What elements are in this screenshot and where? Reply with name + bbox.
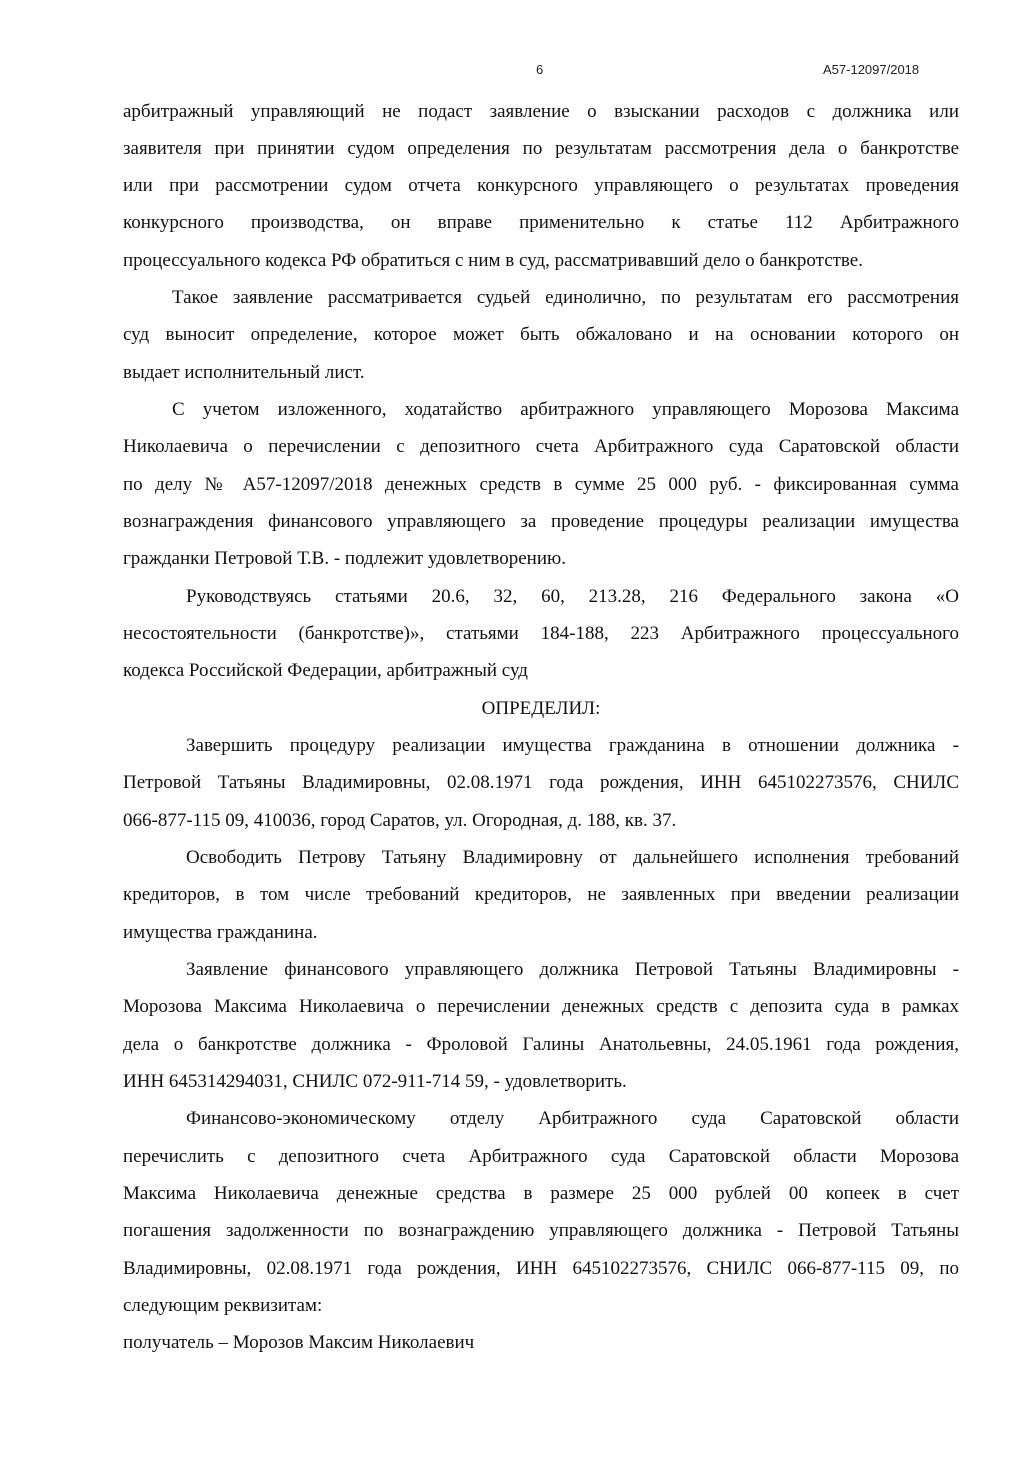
paragraph-line: несостоятельности (банкротстве)», статьями 184-188, 223 Арбитражного процессуального — [123, 623, 959, 644]
paragraph-line: следующим реквизитам: — [123, 1295, 323, 1316]
paragraph-line: Николаевича о перечислении с депозитного счета Арбитражного суда Саратовской области — [123, 436, 959, 457]
paragraph-line: суд выносит определение, которое может быть обжаловано и на основании которого он — [123, 324, 959, 345]
paragraph-line: Петровой Татьяны Владимировны, 02.08.1971 года рождения, ИНН 645102273576, СНИЛС — [123, 772, 959, 793]
paragraph-line: процессуального кодекса РФ обратиться с ним в суд, рассматривавший дело о банкротстве. — [123, 250, 863, 271]
paragraph-line: Заявление финансового управляющего должника Петровой Татьяны Владимировны - — [186, 959, 959, 980]
paragraph-line: конкурсного производства, он вправе применительно к статье 112 Арбитражного — [123, 212, 959, 233]
paragraph-line: Морозова Максима Николаевича о перечислении денежных средств с депозита суда в рамках — [123, 996, 959, 1017]
paragraph-line: кодекса Российской Федерации, арбитражный суд — [123, 660, 528, 681]
paragraph-line: выдает исполнительный лист. — [123, 362, 365, 383]
paragraph-line: 066-877-115 09, 410036, город Саратов, ул. Огородная, д. 188, кв. 37. — [123, 810, 677, 831]
paragraph-line: получатель – Морозов Максим Николаевич — [123, 1332, 475, 1353]
paragraph-line: кредиторов, в том числе требований кредиторов, не заявленных при введении реализации — [123, 884, 959, 905]
paragraph-line: Максима Николаевича денежные средства в размере 25 000 рублей 00 копеек в счет — [123, 1183, 959, 1204]
paragraph-line: Руководствуясь статьями 20.6, 32, 60, 213.28, 216 Федерального закона «О — [186, 586, 959, 607]
paragraph-line: Освободить Петрову Татьяну Владимировну от дальнейшего исполнения требований — [186, 847, 959, 868]
paragraph-line: или при рассмотрении судом отчета конкурсного управляющего о результатах проведения — [123, 175, 959, 196]
paragraph-line: Финансово-экономическому отделу Арбитражного суда Саратовской области — [186, 1108, 959, 1129]
paragraph-line: С учетом изложенного, ходатайство арбитражного управляющего Морозова Максима — [172, 399, 959, 420]
paragraph-line: погашения задолженности по вознаграждению управляющего должника - Петровой Татьяны — [123, 1220, 959, 1241]
paragraph-line: гражданки Петровой Т.В. - подлежит удовлетворению. — [123, 548, 566, 569]
paragraph-line: заявителя при принятии судом определения по результатам рассмотрения дела о банкротстве — [123, 138, 959, 159]
case-number: А57-12097/2018 — [823, 62, 920, 77]
page-number: 6 — [536, 62, 544, 77]
paragraph-line: ИНН 645314294031, СНИЛС 072-911-714 59, - удовлетворить. — [123, 1071, 627, 1092]
ruling-heading: ОПРЕДЕЛИЛ: — [481, 698, 601, 719]
paragraph-line: дела о банкротстве должника - Фроловой Галины Анатольевны, 24.05.1961 года рождения, — [123, 1034, 959, 1055]
paragraph-line: Завершить процедуру реализации имущества гражданина в отношении должника - — [186, 735, 959, 756]
paragraph-line: вознаграждения финансового управляющего за проведение процедуры реализации имущества — [123, 511, 959, 532]
paragraph-line: арбитражный управляющий не подаст заявление о взыскании расходов с должника или — [123, 101, 959, 122]
paragraph-line: Владимировны, 02.08.1971 года рождения, ИНН 645102273576, СНИЛС 066-877-115 09, по — [123, 1258, 959, 1279]
paragraph-line: перечислить с депозитного счета Арбитражного суда Саратовской области Морозова — [123, 1146, 959, 1167]
paragraph-line: по делу № А57-12097/2018 денежных средств в сумме 25 000 руб. - фиксированная сумма — [123, 474, 959, 495]
paragraph-line: имущества гражданина. — [123, 922, 318, 943]
paragraph-line: Такое заявление рассматривается судьей единолично, по результатам его рассмотрения — [172, 287, 959, 308]
